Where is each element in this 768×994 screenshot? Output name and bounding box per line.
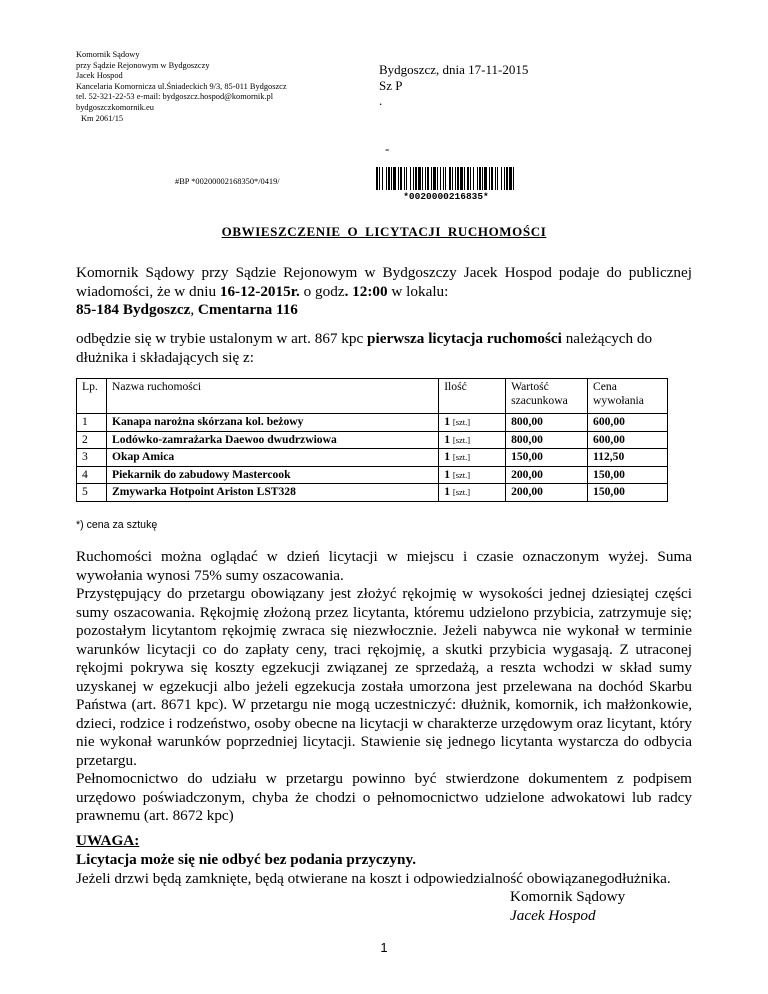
terms-paragraph: Przystępujący do przetargu obowiązany jest złożyć rękojmię w wysokości jednej dziesiątej części sumy oszacowania. Rękojmię złożoną przez licytanta, któremu udzielono przybicia, zatrzymuje się; pozostałym licytantom rękojmię zwraca się niezwłocznie. Jeżeli nabywca nie wykonał w terminie warunków licytacji co do zapłaty ceny, traci rękojmię, a skutki przybicia wygasają. Z utraconej rękojmi pokrywa się koszty egzekucji związanej ze sprzedażą, a reszta wchodzi w skład sumy uzyskanej w egzekucji albo jeżeli egzekucja została umorzona jest przelewana na dochód Skarbu Państwa (art. 8671 kpc). W przetargu nie mogą uczestniczyć: dłużnik, komornik, ich małżonkowie, dzieci, rodzice i rodzeństwo, osoby obecne na licytacji w charakterze urzędowym oraz licytant, który nie wykonał warunków poprzedniej licytacji. Stawienie się jednego licytanta wystarcza do odbycia przetargu. [76, 585, 692, 769]
barcode-bar [509, 167, 512, 190]
barcode-bar [376, 167, 378, 190]
barcode-bar [427, 167, 429, 190]
table-row: 3 Okap Amica 1 [szt.] 150,00 112,50 [77, 449, 668, 467]
barcode-bar [433, 167, 436, 190]
barcode-bar [449, 167, 451, 190]
barcode-bar [495, 167, 496, 190]
barcode-bar [479, 167, 481, 190]
auction-time: . 12:00 [344, 282, 388, 300]
barcode-bar [413, 167, 414, 190]
barcode-bar [489, 167, 490, 190]
barcode-bar [473, 167, 474, 190]
barcode-bar [467, 167, 469, 190]
barcode [375, 167, 517, 200]
barcode-bar [431, 167, 432, 190]
barcode-bar [491, 167, 493, 190]
barcode-bar [415, 167, 417, 190]
sender-address: Kancelaria Komornicza ul.Śniadeckich 9/3, 85-011 Bydgoszcz [76, 81, 287, 91]
signature-name: Jacek Hospod [510, 906, 596, 924]
barcode-bar [443, 167, 444, 190]
barcode-bar [501, 167, 502, 190]
barcode-bar [418, 167, 421, 190]
auction-type: pierwsza licytacja ruchomości [367, 330, 562, 347]
barcode-bar [406, 167, 407, 190]
barcode-bar [513, 167, 514, 190]
barcode-bar [460, 167, 463, 190]
barcode-bar [464, 167, 465, 190]
table-row: 4 Piekarnik do zabudowy Mastercook 1 [szt.] 200,00 150,00 [77, 466, 668, 484]
place-date-block [379, 62, 528, 109]
barcode-bar [440, 167, 441, 190]
price-note: *) cena za sztukę [76, 519, 158, 531]
table-row: 5 Zmywarka Hotpoint Ariston LST328 1 [szt.] 200,00 150,00 [77, 484, 668, 502]
barcode-bar [391, 167, 392, 190]
table-row: 2 Lodówko-zamrażarka Daewoo dwudrzwiowa 1 [szt.] 800,00 600,00 [77, 431, 668, 449]
barcode-bar [386, 167, 387, 190]
page-title: OBWIESZCZENIE O LICYTACJI RUCHOMOŚCI [221, 224, 547, 239]
case-number: Km 2061/15 [81, 113, 124, 123]
barcode-bar [455, 167, 456, 190]
signature-block [510, 888, 625, 925]
barcode-bar [388, 167, 390, 190]
sender-website: bydgoszczkomornik.eu [76, 102, 154, 112]
intro-paragraph: Komornik Sądowy przy Sądzie Rejonowym w Bydgoszczy Jacek Hospod podaje do publicznej wiadomości, że w dniu 16-12-2015r. o godz. 12:00 w lokalu: 85-184 Bydgoszcz, Cmentarna 116 [76, 264, 692, 318]
barcode-bar [477, 167, 478, 190]
warning-heading: UWAGA: [76, 832, 140, 849]
barcode-bar [393, 167, 396, 190]
place-date: Bydgoszcz, dnia 17-11-2015 [379, 62, 529, 77]
barcode-bar [382, 167, 383, 190]
terms-paragraph: Pełnomocnictwo do udziału w przetargu powinno być stwierdzone dokumentem z podpisem urzędowo poświadczonym, chyba że chodzi o pełnomocnictwo udzielone adwokatowi lub radcy prawnemu (art. 8672 kpc) [76, 770, 692, 824]
barcode-bar [506, 167, 508, 190]
header-value: Wartość szacunkowa [506, 379, 588, 414]
recipient-dot: . [379, 93, 383, 108]
items-table [76, 378, 668, 502]
barcode-bar [398, 167, 399, 190]
auction-type-paragraph: odbędzie się w trybie ustalonym w art. 867 kpc pierwsza licytacja ruchomości należących do dłużnika i składających się z: [76, 330, 653, 366]
barcode-bar [484, 167, 487, 190]
page-number: 1 [380, 940, 388, 955]
separator-dash: - [385, 141, 390, 156]
auction-city: 85-184 Bydgoszcz [76, 301, 191, 318]
barcode-bar [452, 167, 453, 190]
terms-paragraph: Ruchomości można oglądać w dzień licytacji w miejscu i czasie oznaczonym wyżej. Suma wywołania wynosi 75% sumy oszacowania. [76, 548, 692, 584]
header-lp: Lp. [77, 379, 107, 414]
signature-role: Komornik Sądowy [510, 888, 626, 905]
sender-line: Jacek Hospod [76, 71, 123, 81]
sender-line: Komornik Sądowy [76, 50, 140, 59]
barcode-bar [504, 167, 505, 190]
table-header-row [77, 379, 668, 414]
header-price: Cena wywołania [588, 379, 668, 414]
document-code: #BP *00200002168350*/0419/ [175, 177, 280, 186]
warning-line: Jeżeli drzwi będą zamknięte, będą otwierane na koszt i odpowiedzialność obowiązanegodłużnika. [76, 870, 671, 887]
barcode-bar [404, 167, 405, 190]
barcode-bar [482, 167, 483, 190]
header-qty: Ilość [439, 379, 506, 414]
barcode-bar [410, 167, 411, 190]
barcode-bar [437, 167, 438, 190]
table-row: 1 Kanapa narożna skórzana kol. beżowy 1 [szt.] 800,00 600,00 [77, 414, 668, 432]
barcode-text: *0020000216835* [403, 191, 489, 200]
sender-contact: tel. 52-321-22-53 e-mail: bydgoszcz.hospod@komornik.pl [76, 92, 274, 102]
barcode-bar [470, 167, 471, 190]
terms-text [76, 548, 692, 826]
warning-line: Licytacja może się nie odbyć bez podania przyczyny. [76, 851, 416, 868]
header-name: Nazwa ruchomości [106, 379, 438, 414]
barcode-bar [400, 167, 402, 190]
barcode-bar [497, 167, 498, 190]
barcode-bar [379, 167, 380, 190]
barcode-bar [422, 167, 423, 190]
auction-street: Cmentarna 116 [197, 301, 298, 318]
barcode-bar [445, 167, 446, 190]
barcode-bar [425, 167, 426, 190]
sender-line: przy Sądzie Rejonowym w Bydgoszczy [76, 60, 210, 70]
barcode-bars [376, 167, 514, 190]
recipient-line: Sz P [379, 77, 403, 93]
sender-block [76, 50, 287, 124]
auction-date: 16-12-2015r. [219, 282, 300, 300]
barcode-bar [457, 167, 459, 190]
